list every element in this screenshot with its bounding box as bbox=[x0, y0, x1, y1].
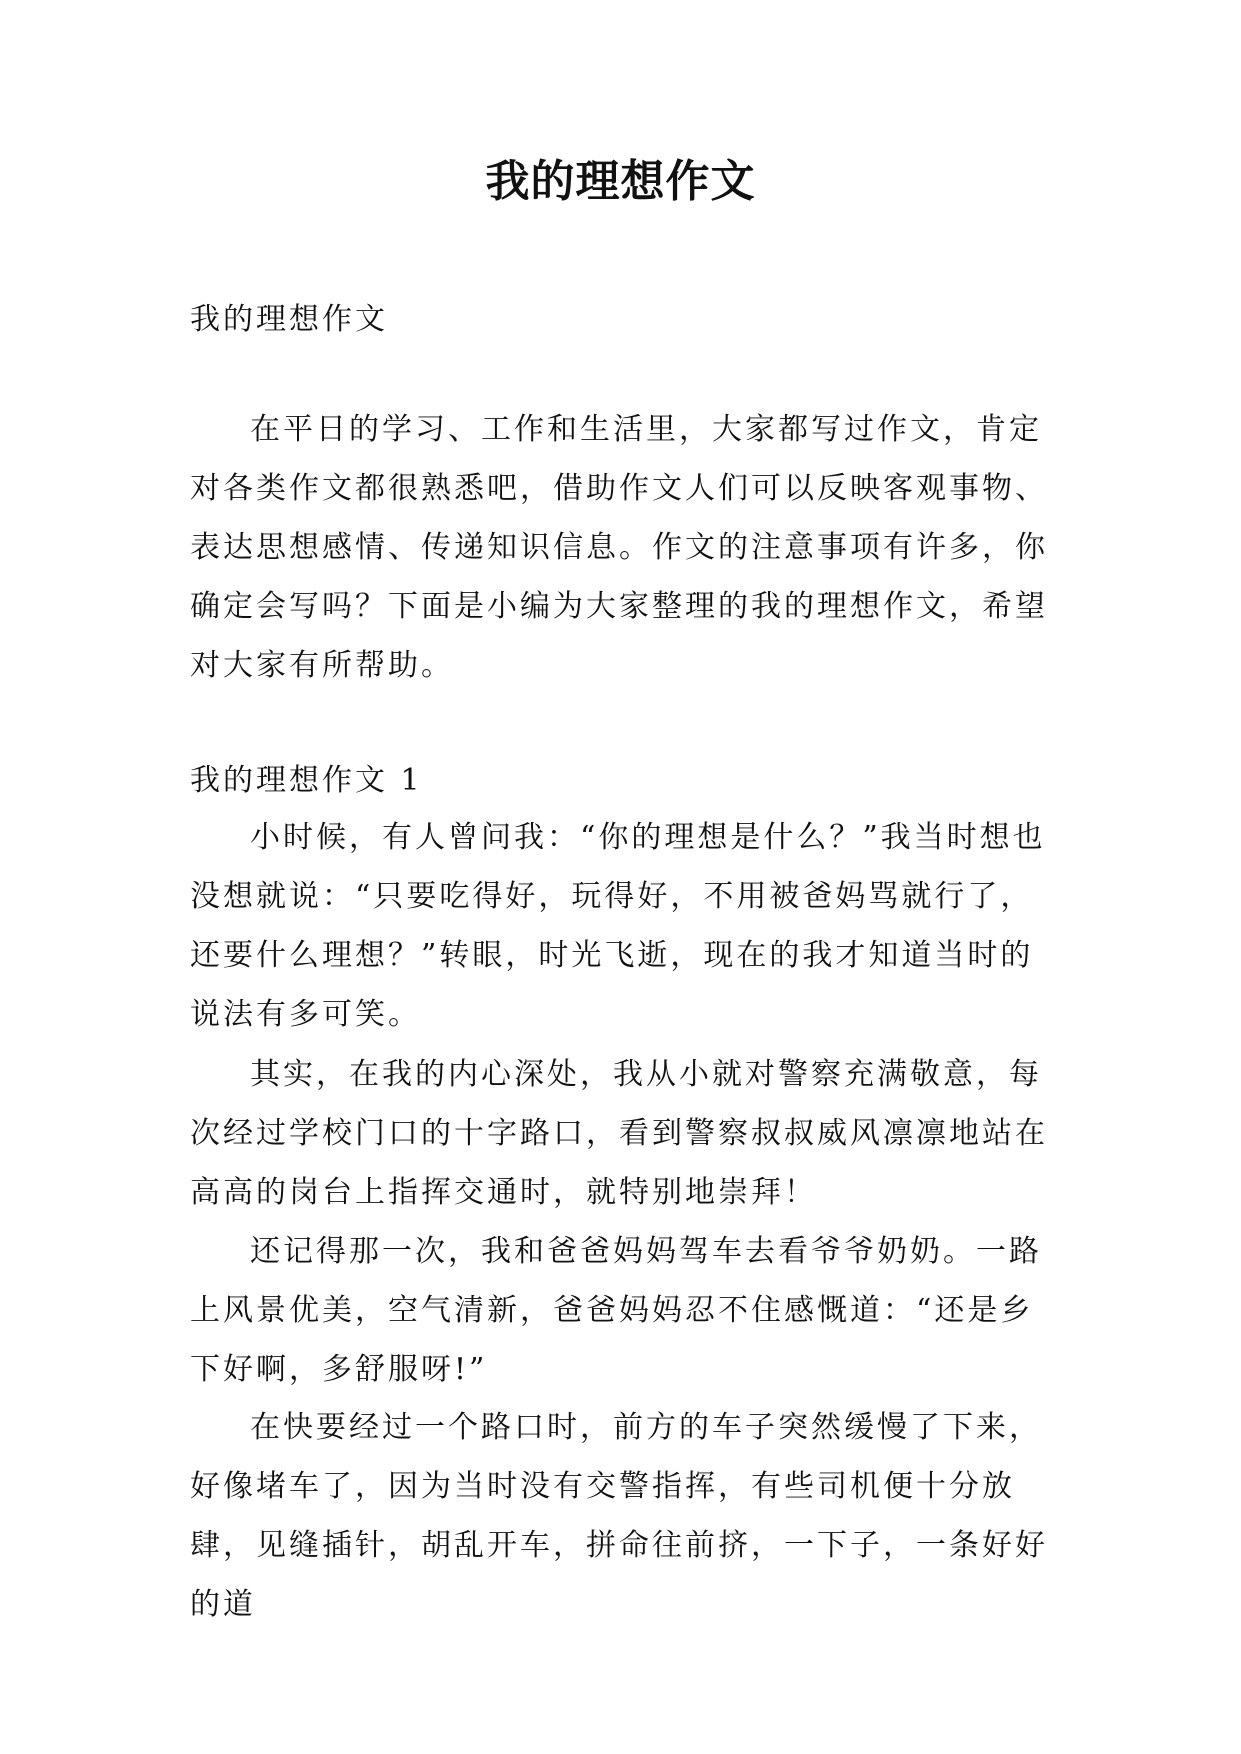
document-title: 我的理想作文 bbox=[485, 156, 756, 207]
paragraph-3: 还记得那一次，我和爸爸妈妈驾车去看爷爷奶奶。一路上风景优美，空气清新，爸爸妈妈忍不住感慨道：“还是乡下好啊，多舒服呀!” bbox=[190, 1234, 1042, 1387]
section-heading: 我的理想作文 1 bbox=[190, 763, 423, 798]
document-subtitle: 我的理想作文 bbox=[190, 302, 388, 337]
intro-paragraph: 在平日的学习、工作和生活里，大家都写过作文，肯定对各类作文都很熟悉吧，借助作文人们可以反映客观事物、表达思想感情、传递知识信息。作文的注意事项有许多，你确定会写吗？下面是小编为大家整理的我的理想作文，希望对大家有所帮助。 bbox=[190, 412, 1048, 683]
paragraph-1: 小时候，有人曾问我：“你的理想是什么？”我当时想也没想就说：“只要吃得好，玩得好，不用被爸妈骂就行了，还要什么理想？”转眼，时光飞逝，现在的我才知道当时的说法有多可笑。 bbox=[190, 820, 1046, 1032]
paragraph-2: 其实，在我的内心深处，我从小就对警察充满敬意，每次经过学校门口的十字路口，看到警察叔叔威风凛凛地站在高高的岗台上指挥交通时，就特别地崇拜！ bbox=[190, 1057, 1048, 1210]
paragraph-4: 在快要经过一个路口时，前方的车子突然缓慢了下来，好像堵车了，因为当时没有交警指挥，有些司机便十分放肆，见缝插针，胡乱开车，拼命往前挤，一下子，一条好好的道 bbox=[190, 1410, 1048, 1622]
